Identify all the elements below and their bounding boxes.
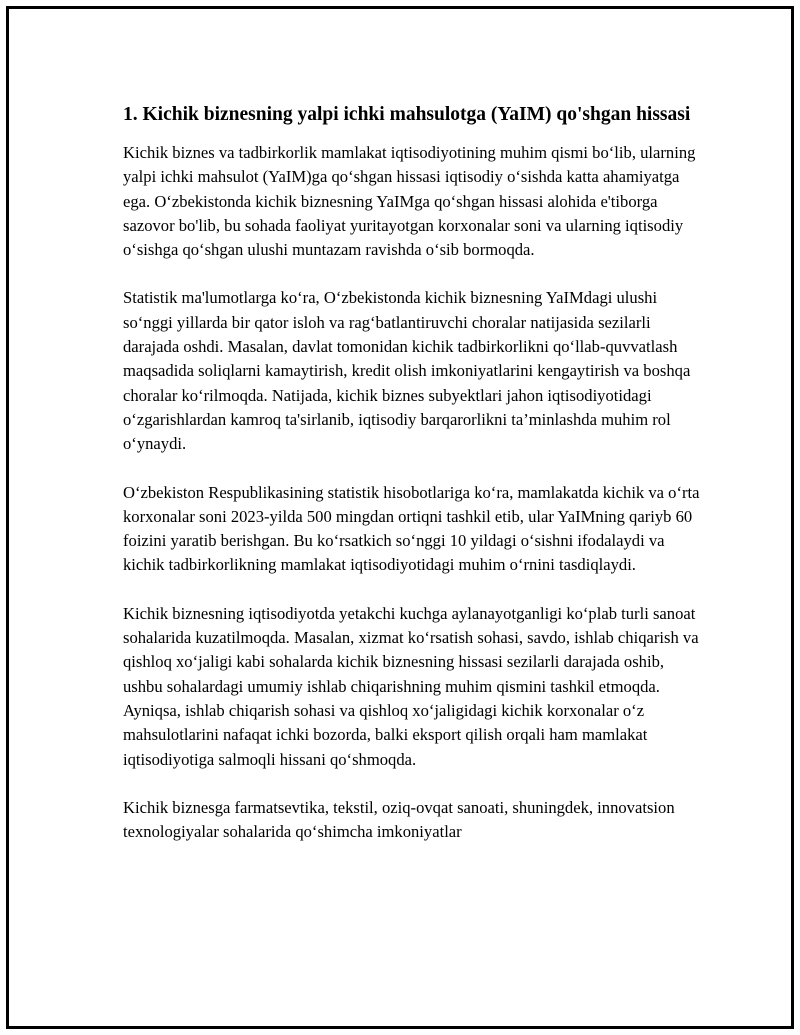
document-page [6, 6, 794, 1029]
section-heading: 1. Kichik biznesning yalpi ichki mahsulotga (YaIM) qo'shgan hissasi [123, 104, 691, 125]
document-body [123, 101, 703, 844]
paragraph-5: Kichik biznesga farmatsevtika, tekstil, oziq-ovqat sanoati, shuningdek, innovatsion texnologiyalar sohalarida qo‘shimcha imkoniyatlar [123, 797, 675, 842]
paragraph-1: Kichik biznes va tadbirkorlik mamlakat iqtisodiyotining muhim qismi bo‘lib, ularning yalpi ichki mahsulot (YaIM)ga qo‘shgan hissasi iqtisodiy o‘sishda katta ahamiyatga ega. O‘zbekistonda kichik biznesning YaIMga qo‘shgan hissasi alohida e'tiborga sazovor bo'lib, bu sohada faoliyat yuritayotgan korxonalar soni va ularning iqtisodiy o‘sishga qo‘shgan ulushi muntazam ravishda o‘sib bormoqda. [123, 143, 696, 260]
paragraph-4: Kichik biznesning iqtisodiyotda yetakchi kuchga aylanayotganligi ko‘plab turli sanoat sohalarida kuzatilmoqda. Masalan, xizmat ko‘rsatish sohasi, savdo, ishlab chiqarish va qishloq xo‘jaligi kabi sohalarda kichik biznesning hissasi sezilarli darajada oshib, ushbu sohalardagi umumiy ishlab chiqarishning muhim qismini tashkil etmoqda. Ayniqsa, ishlab chiqarish sohasi va qishloq xo‘jaligidagi kichik korxonalar o‘z mahsulotlarini nafaqat ichki bozorda, balki eksport qilish orqali ham mamlakat iqtisodiyotiga salmoqli hissani qo‘shmoqda. [123, 603, 699, 769]
paragraph-3: O‘zbekiston Respublikasining statistik hisobotlariga ko‘ra, mamlakatda kichik va o‘rta korxonalar soni 2023-yilda 500 mingdan ortiqni tashkil etib, ular YaIMning qariyb 60 foizini yaratib berishgan. Bu ko‘rsatkich so‘nggi 10 yildagi o‘sishni ifodalaydi va kichik tadbirkorlikning mamlakat iqtisodiyotidagi muhim o‘rnini tasdiqlaydi. [123, 482, 700, 575]
paragraph-2: Statistik ma'lumotlarga ko‘ra, O‘zbekistonda kichik biznesning YaIMdagi ulushi so‘nggi yillarda bir qator isloh va rag‘batlantiruvchi choralar natijasida sezilarli darajada oshdi. Masalan, davlat tomonidan kichik tadbirkorlikni qo‘llab-quvvatlash maqsadida soliqlarni kamaytirish, kredit olish imkoniyatlarini kengaytirish va boshqa choralar ko‘rilmoqda. Natijada, kichik biznes subyektlari jahon iqtisodiyotidagi o‘zgarishlardan kamroq ta'sirlanib, iqtisodiy barqarorlikni ta’minlashda muhim rol o‘ynaydi. [123, 288, 691, 454]
